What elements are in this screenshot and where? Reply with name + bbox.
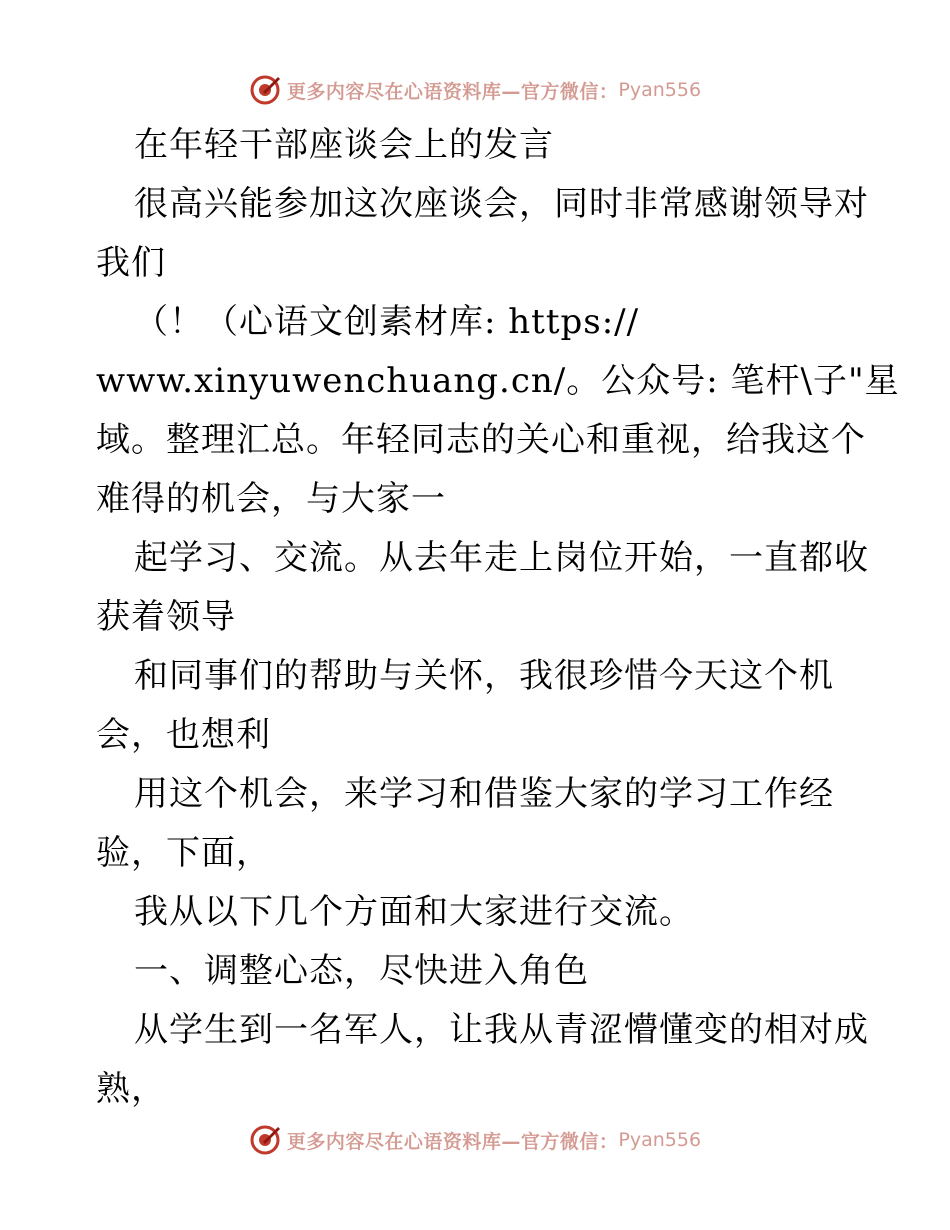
document-title: 在年轻干部座谈会上的发言	[134, 125, 554, 165]
text-line: 我从以下几个方面和大家进行交流。	[134, 892, 694, 932]
text-line: 验，下面，	[96, 833, 271, 873]
header-banner-wechat: Pyan556	[618, 79, 702, 101]
pen-circle-logo-icon	[249, 73, 283, 107]
section-heading: 一、调整心态，尽快进入角色	[134, 951, 589, 991]
text-line: 起学习、交流。从去年走上岗位开始，一直都收	[134, 538, 869, 578]
text-line: 域。整理汇总。年轻同志的关心和重视，给我这个	[96, 420, 866, 460]
text-line: 获着领导	[96, 597, 236, 637]
footer-banner-text: 更多内容尽在心语资料库—官方微信：	[286, 1130, 619, 1153]
text-line: 熟，	[96, 1069, 166, 1109]
text-line: 会，也想利	[96, 715, 271, 755]
footer-banner-wechat: Pyan556	[618, 1129, 702, 1151]
footer-banner	[0, 1120, 950, 1160]
text-line: 从学生到一名军人，让我从青涩懵懂变的相对成	[134, 1010, 869, 1050]
text-line: （！（心语文创素材库: https://	[134, 302, 640, 342]
text-line: www.xinyuwenchuang.cn/。公众号: 笔杆\子"星	[96, 361, 900, 401]
header-banner	[0, 70, 950, 110]
text-line: 难得的机会，与大家一	[96, 479, 446, 519]
document-body	[96, 116, 900, 1119]
text-line: 用这个机会，来学习和借鉴大家的学习工作经	[134, 774, 834, 814]
pen-circle-logo-icon	[249, 1123, 283, 1157]
header-banner-text: 更多内容尽在心语资料库—官方微信：	[286, 80, 619, 103]
text-line: 很高兴能参加这次座谈会，同时非常感谢领导对	[134, 184, 869, 224]
text-line: 和同事们的帮助与关怀，我很珍惜今天这个机	[134, 656, 834, 696]
text-line: 我们	[96, 243, 166, 283]
